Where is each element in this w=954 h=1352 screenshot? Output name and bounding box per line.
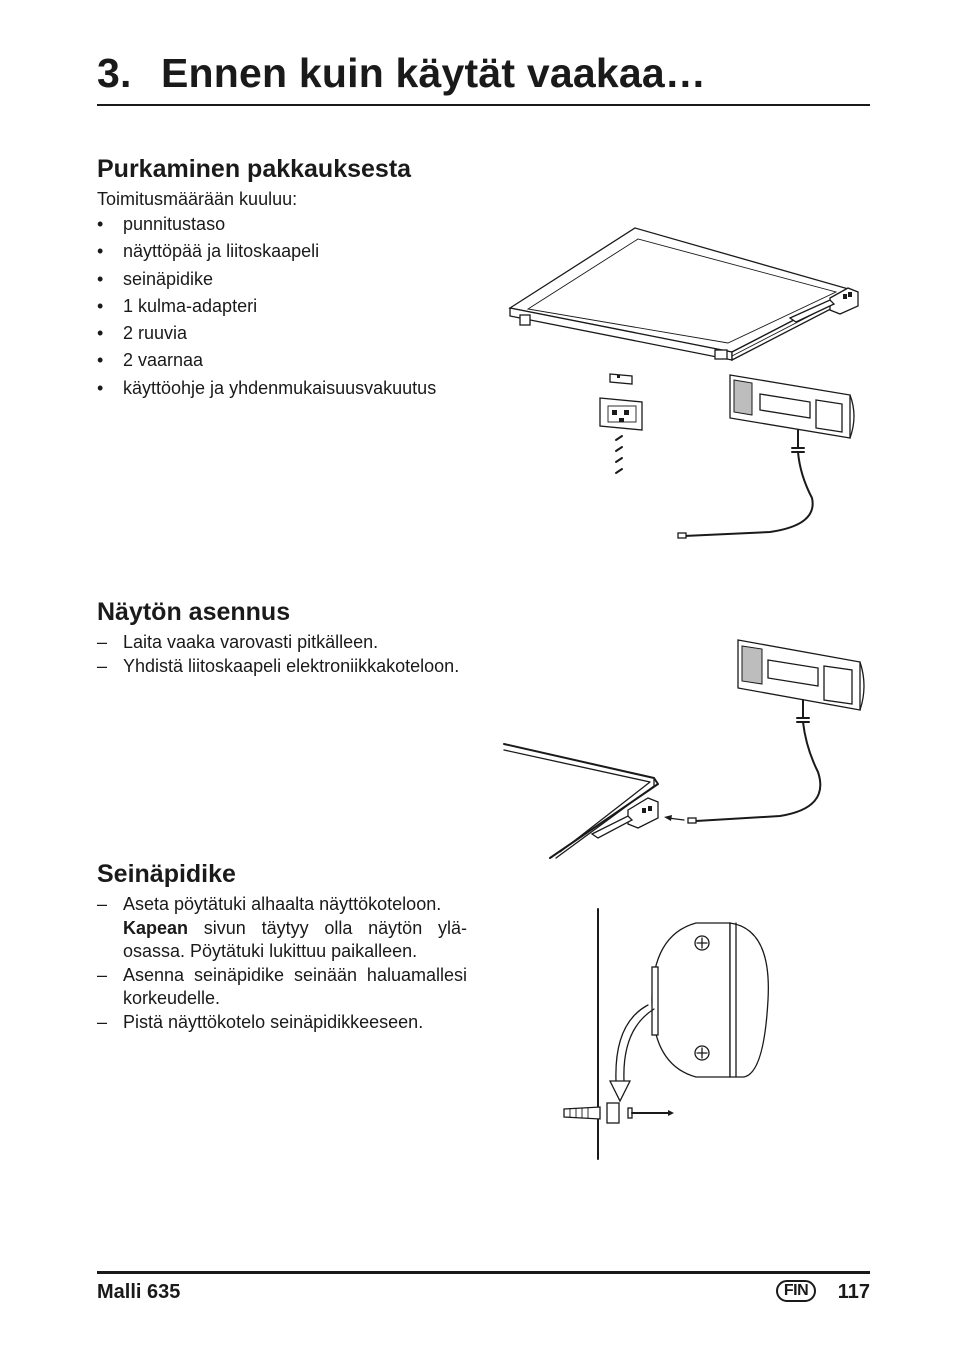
list-item: • näyttöpää ja liitoskaapeli <box>97 241 320 262</box>
dowel <box>564 1107 600 1119</box>
footer-right <box>770 1279 870 1307</box>
list-item: • seinäpidike <box>97 268 214 289</box>
list-item: – Pistä näyttökotelo seinäpidikkeeseen. <box>97 1011 424 1032</box>
footer-model: Malli 635 <box>97 1281 181 1303</box>
list-item: – Yhdistä liitoskaapeli elektroniikkakoteloon. <box>97 655 460 676</box>
package-contents-illustration <box>500 220 870 550</box>
connection-cable <box>684 430 813 536</box>
screws-and-dowels <box>616 436 622 473</box>
display-mounting-steps <box>97 631 467 678</box>
wall-bracket-illustration <box>560 905 780 1165</box>
list-item: – Aseta pöytätuki alhaalta näyttökoteloon. Kapean sivun täytyy olla näytön yläosassa. Pöytätuki lukittuu paikalleen. <box>97 894 467 961</box>
page-title <box>97 50 706 97</box>
section-number: 3. <box>97 50 132 96</box>
list-item: – Asenna seinäpidike seinään haluamallesi korkeudelle. <box>97 964 467 1008</box>
language-badge: FIN <box>776 1280 816 1302</box>
list-item: • punnitustaso <box>97 214 226 234</box>
display-side-profile <box>652 923 768 1077</box>
wall-bracket-heading: Seinäpidike <box>97 860 236 888</box>
page-number: 117 <box>837 1281 870 1303</box>
corner-adapter <box>610 374 632 384</box>
connection-cable <box>696 700 820 821</box>
display-head <box>730 375 854 438</box>
footer-divider <box>97 1271 870 1274</box>
list-item: • 1 kulma-adapteri <box>97 295 258 316</box>
unpacking-heading: Purkaminen pakkauksesta <box>97 155 412 183</box>
wall-bracket-steps <box>97 893 467 1034</box>
weighing-platform <box>510 228 852 352</box>
list-item: • 2 ruuvia <box>97 323 188 344</box>
display-mounting-heading: Näytön asennus <box>97 598 291 626</box>
emphasis-text: Kapean <box>123 917 189 938</box>
wall-bracket-part <box>607 1103 619 1123</box>
section-title: Ennen kuin käytät vaakaa… <box>161 50 707 96</box>
list-item: – Laita vaaka varovasti pitkälleen. <box>97 632 379 652</box>
list-item: • 2 vaarnaa <box>97 350 204 371</box>
weighing-platform-corner <box>504 744 658 858</box>
display-head <box>738 640 864 710</box>
list-item: • käyttöohje ja yhdenmukaisuusvakuutus <box>97 377 437 398</box>
title-divider <box>97 104 870 106</box>
cable-connection-illustration <box>500 630 870 862</box>
screw <box>628 1108 674 1118</box>
unpacking-intro: Toimitusmäärään kuuluu: <box>97 189 298 209</box>
contents-list <box>97 211 477 402</box>
mounting-arrow <box>616 1005 648 1081</box>
